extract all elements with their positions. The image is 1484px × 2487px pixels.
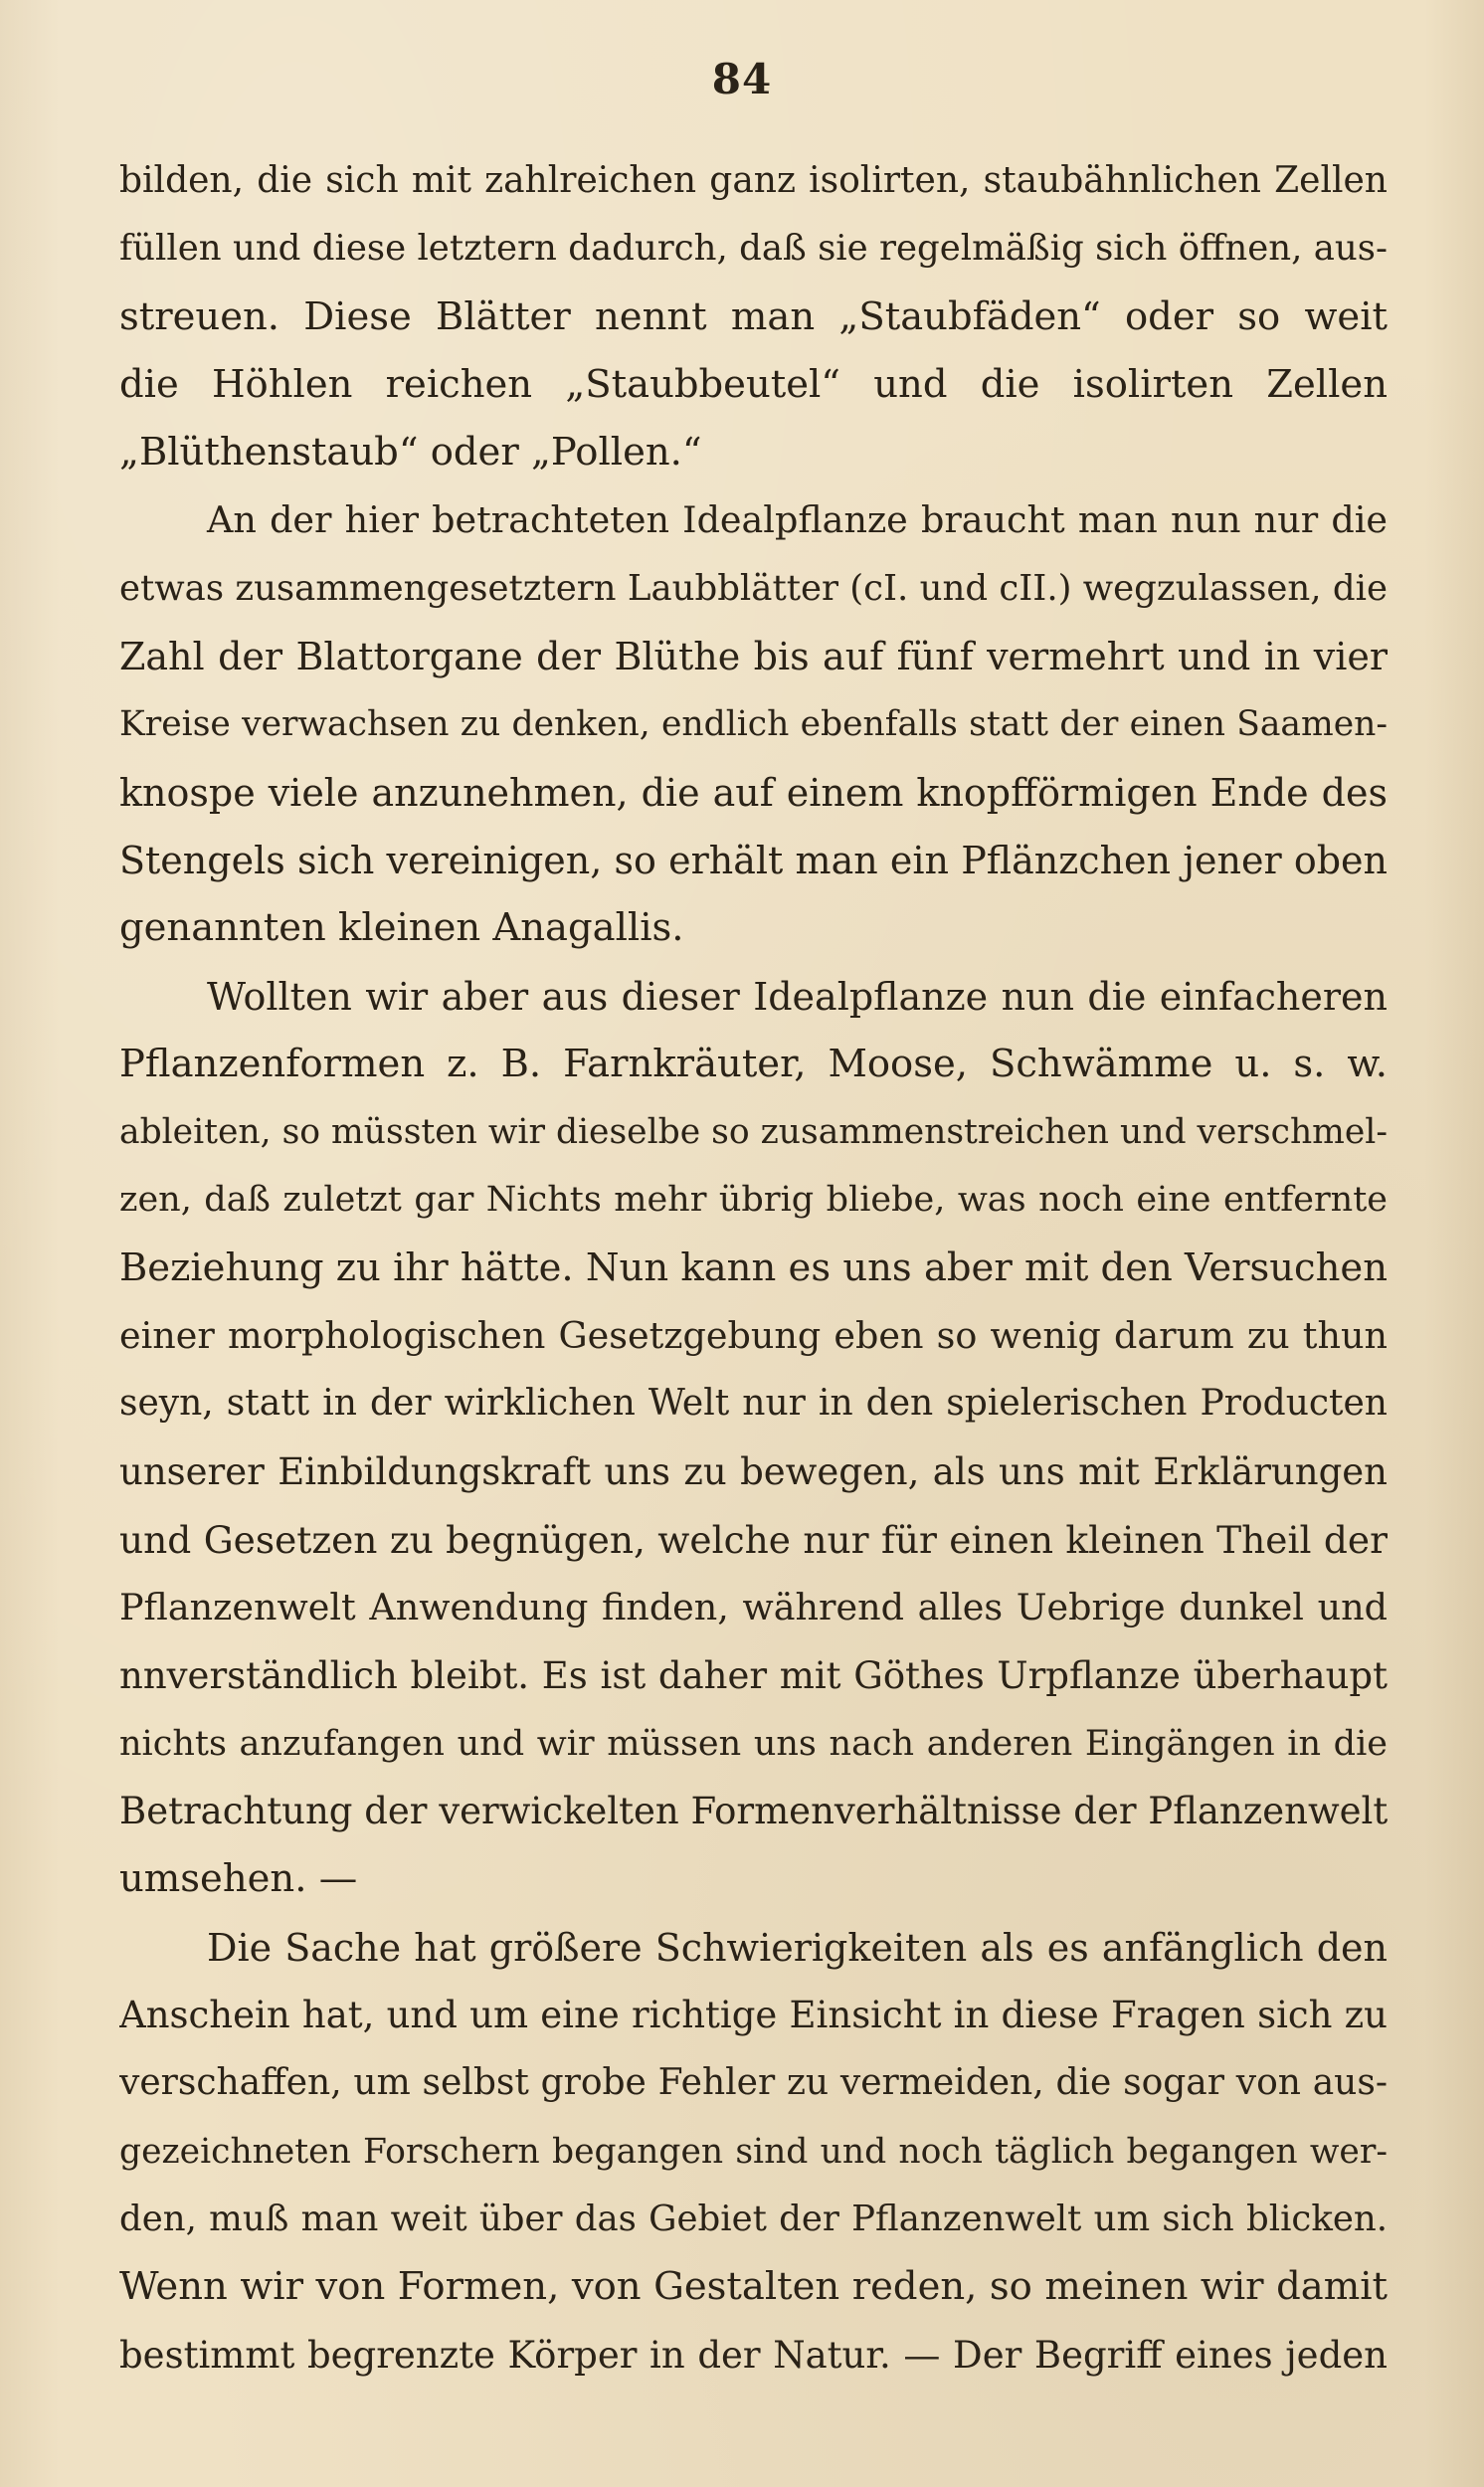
text-line: nichts anzufangen und wir müssen uns nach anderen Eingängen in die	[119, 1723, 1388, 1764]
text-line: bestimmt begrenzte Körper in der Natur. — Der Begriff eines jeden	[119, 2333, 1388, 2377]
text-line: unserer Einbildungskraft uns zu bewegen, als uns mit Erklärungen	[119, 1449, 1388, 1493]
text-line: nnverständlich bleibt. Es ist daher mit Göthes Urpflanze überhaupt	[119, 1653, 1388, 1697]
text-line: knospe viele anzunehmen, die auf einem knopfförmigen Ende des	[119, 770, 1388, 815]
text-line: Beziehung zu ihr hätte. Nun kann es uns aber mit den Versuchen	[119, 1244, 1388, 1290]
text-line: zen, daß zuletzt gar Nichts mehr übrig bliebe, was noch eine entfernte	[119, 1180, 1388, 1221]
text-line: füllen und diese letztern dadurch, daß sie regelmäßig sich öffnen, aus-	[119, 228, 1388, 270]
text-line: An der hier betrachteten Idealpflanze braucht man nun nur die	[207, 498, 1388, 542]
text-line: Pflanzenwelt Anwendung finden, während alles Uebrige dunkel und	[119, 1586, 1388, 1629]
text-line: einer morphologischen Gesetzgebung eben so wenig darum zu thun	[119, 1314, 1388, 1358]
page-number: 84	[711, 55, 773, 103]
text-line: bilden, die sich mit zahlreichen ganz isolirten, staubähnlichen Zellen	[119, 160, 1388, 201]
text-line: die Höhlen reichen „Staubbeutel“ und die isolirten Zellen	[119, 361, 1388, 407]
text-line: seyn, statt in der wirklichen Welt nur in den spielerischen Producten	[119, 1383, 1388, 1425]
text-line: Wenn wir von Formen, von Gestalten reden, so meinen wir damit	[119, 2264, 1388, 2310]
text-line: genannten kleinen Anagallis.	[119, 905, 684, 951]
text-line: Stengels sich vereinigen, so erhält man ein Pflänzchen jener oben	[119, 838, 1388, 882]
text-line: gezeichneten Forschern begangen sind und noch täglich begangen wer-	[119, 2131, 1388, 2172]
text-line: und Gesetzen zu begnügen, welche nur für einen kleinen Theil der	[119, 1517, 1388, 1562]
text-line: Wollten wir aber aus dieser Idealpflanze nun die einfacheren	[207, 974, 1388, 1019]
text-line: Anschein hat, und um eine richtige Einsicht in diese Fragen sich zu	[119, 1994, 1388, 2037]
text-line: umsehen. —	[119, 1856, 358, 1902]
text-line: etwas zusammengesetztern Laubblätter (cI. und cII.) wegzulassen, die	[119, 567, 1388, 609]
text-line: ableiten, so müssten wir dieselbe so zusammenstreichen und verschmel-	[119, 1112, 1388, 1153]
text-line: verschaffen, um selbst grobe Fehler zu vermeiden, die sogar von aus-	[119, 2062, 1388, 2104]
text-line: den, muß man weit über das Gebiet der Pflanzenwelt um sich blicken.	[119, 2198, 1388, 2239]
text-line: „Blüthenstaub“ oder „Pollen.“	[119, 430, 702, 476]
body-text	[119, 147, 1388, 2390]
text-line: Zahl der Blattorgane der Blüthe bis auf fünf vermehrt und in vier	[119, 635, 1388, 679]
text-line: Kreise verwachsen zu denken, endlich ebenfalls statt der einen Saamen-	[119, 704, 1388, 745]
text-line: Betrachtung der verwickelten Formenverhältnisse der Pflanzenwelt	[119, 1790, 1388, 1833]
text-line: Die Sache hat größere Schwierigkeiten als es anfänglich den	[207, 1925, 1388, 1970]
text-line: streuen. Diese Blätter nennt man „Staubfäden“ oder so weit	[119, 293, 1388, 339]
text-line: Pflanzenformen z. B. Farnkräuter, Moose, Schwämme u. s. w.	[119, 1041, 1388, 1086]
